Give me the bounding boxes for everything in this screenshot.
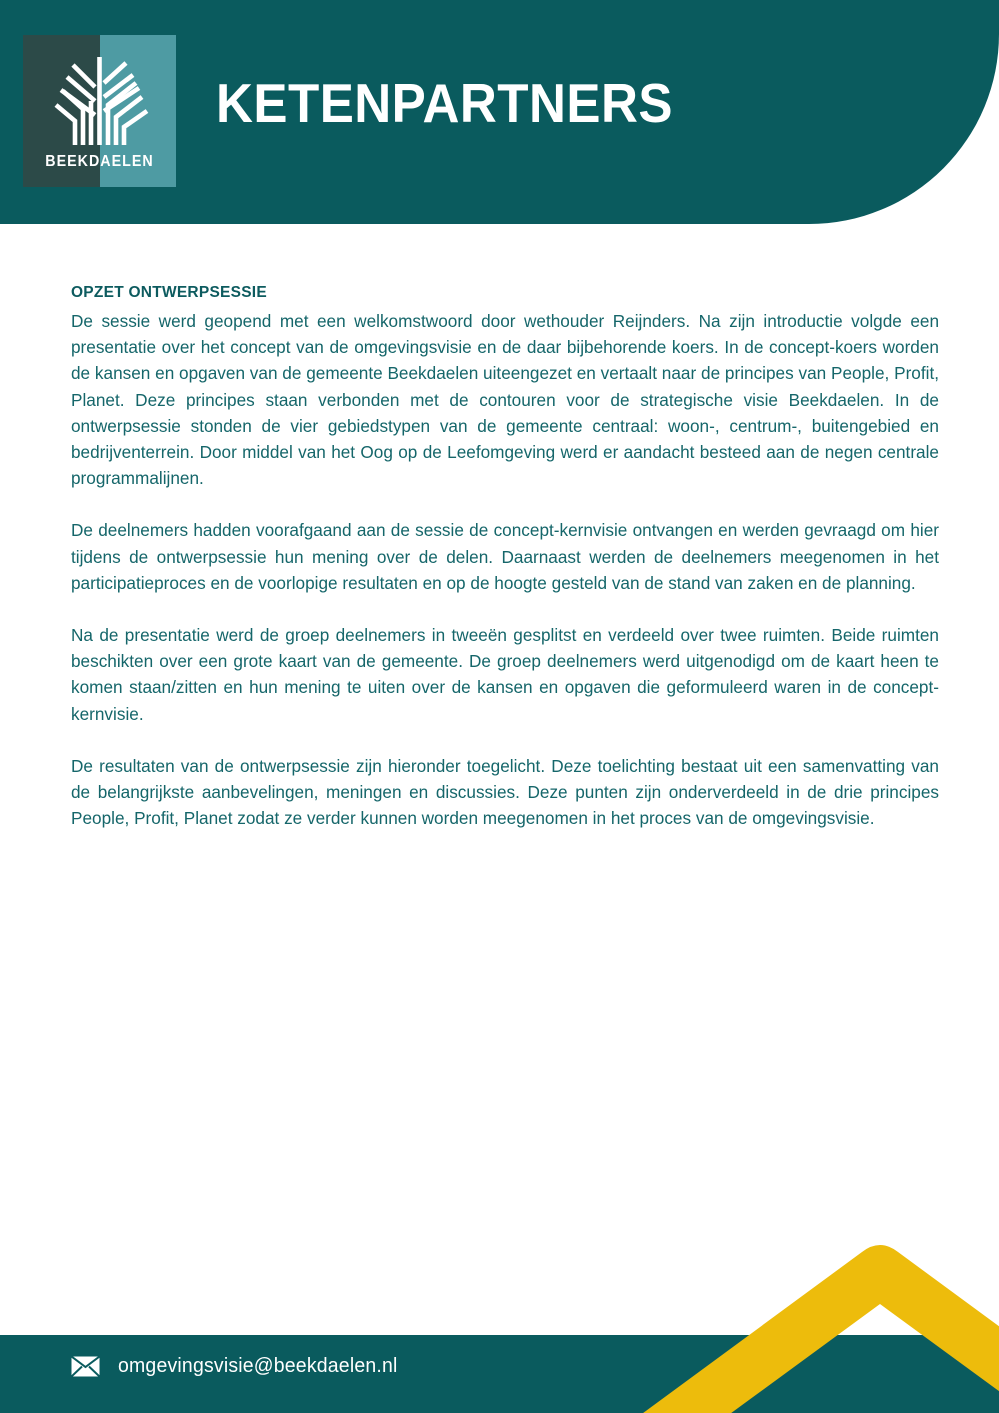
- footer-contact[interactable]: [71, 1354, 412, 1378]
- paragraph-1: De sessie werd geopend met een welkomstwoord door wethouder Reijnders. Na zijn introductie volgde een presentatie over het concept van de omgevingsvisie en de daar bijbehorende koers. In de concept-koers worden de kansen en opgaven van de gemeente Beekdaelen uiteengezet en vertaalt naar de principes van People, Profit, Planet. Deze principes staan verbonden met de contouren voor de strategische visie Beekdaelen. In de ontwerpsessie stonden de vier gebiedstypen van de gemeente centraal: woon-, centrum-, buitengebied en bedrijventerrein. Door middel van het Oog op de Leefomgeving werd er aandacht besteed aan de negen centrale programmalijnen.: [71, 310, 939, 489]
- logo: [23, 35, 176, 187]
- section-heading: OPZET ONTWERPSESSIE: [71, 284, 267, 301]
- page-header: [0, 0, 999, 224]
- logo-wordmark: BEEKDAELEN: [45, 153, 154, 170]
- main-content: [71, 283, 939, 831]
- page-title: KETENPARTNERS: [216, 72, 673, 134]
- paragraph-4: De resultaten van de ontwerpsessie zijn hieronder toegelicht. Deze toelichting bestaat uit een samenvatting van de belangrijkste aanbevelingen, meningen en discussies. Deze punten zijn onderverdeeld in de drie principes People, Profit, Planet zodat ze verder kunnen worden meegenomen in het proces van de omgevingsvisie.: [71, 755, 939, 829]
- paragraph-3: Na de presentatie werd de groep deelnemers in tweeën gesplitst en verdeeld over twee ruimten. Beide ruimten beschikten over een grote kaart van de gemeente. De groep deelnemers werd uitgenodigd om de kaart heen te komen staan/zitten en hun mening te uiten over de kansen en opgaven die geformuleerd waren in de concept-kernvisie.: [71, 624, 939, 724]
- envelope-icon: [71, 1356, 100, 1377]
- paragraph-2: De deelnemers hadden voorafgaand aan de sessie de concept-kernvisie ontvangen en werden gevraagd om hier tijdens de ontwerpsessie hun mening over de delen. Daarnaast werden de deelnemers meegenomen in het participatieproces en de voorlopige resultaten en op de hoogte gesteld van de stand van zaken en de planning.: [71, 520, 939, 593]
- footer-email-text[interactable]: omgevingsvisie@beekdaelen.nl: [118, 1354, 398, 1377]
